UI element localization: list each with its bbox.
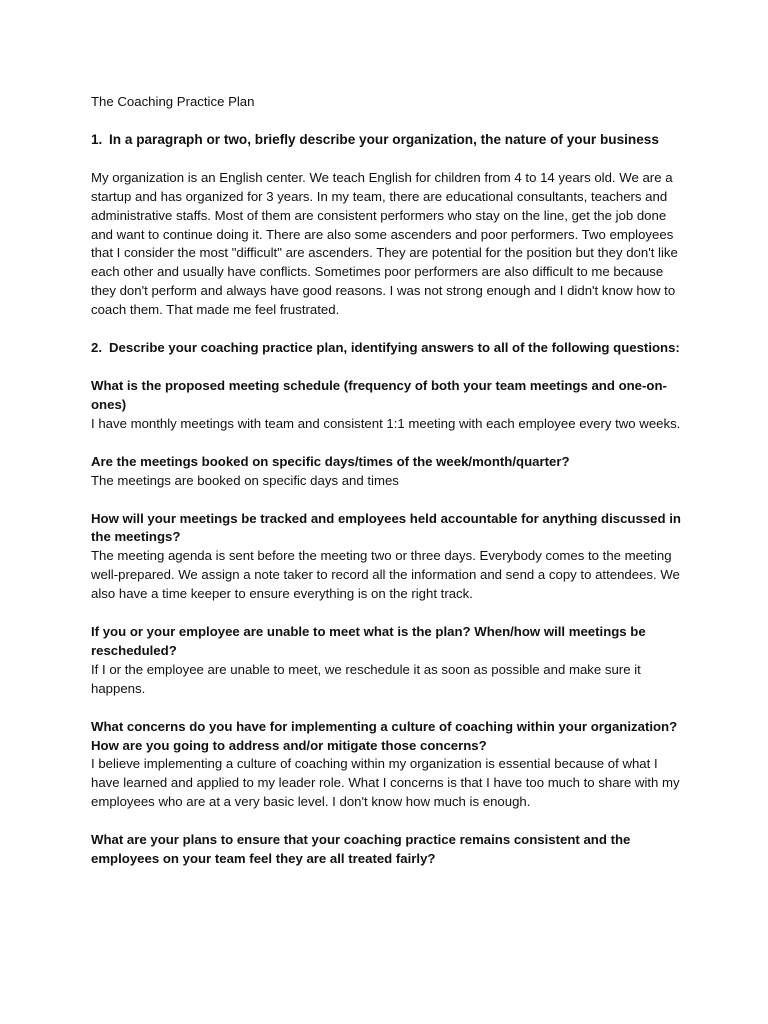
question-tracking: How will your meetings be tracked and employees held accountable for anything discussed in the meetings? [91, 510, 681, 545]
question-booked-days: Are the meetings booked on specific days/times of the week/month/quarter? [91, 453, 570, 469]
qa-block-booked-days [91, 453, 681, 491]
question-rescheduling: If you or your employee are unable to meet what is the plan? When/how will meetings be rescheduled? [91, 624, 646, 658]
section-2-heading-text: Describe your coaching practice plan, identifying answers to all of the following questions: [109, 340, 680, 356]
qa-block-meeting-schedule [91, 377, 681, 434]
qa-block-rescheduling [91, 623, 681, 699]
section-2-heading [91, 339, 681, 358]
answer-concerns: I believe implementing a culture of coaching within my organization is essential because of what I have learned and applied to my leader role. What I concerns is that I have too much to share with my employees who are at a very basic level. I don't know how much is enough. [91, 756, 680, 810]
section-1-number: 1. [91, 131, 103, 147]
answer-rescheduling: If I or the employee are unable to meet, we reschedule it as soon as possible and make sure it happens. [91, 661, 641, 696]
answer-meeting-schedule: I have monthly meetings with team and consistent 1:1 meeting with each employee every two weeks. [91, 415, 681, 431]
answer-booked-days: The meetings are booked on specific days and times [91, 472, 399, 488]
question-meeting-schedule: What is the proposed meeting schedule (frequency of both your team meetings and one-on-ones) [91, 377, 667, 412]
qa-block-tracking [91, 510, 681, 605]
section-1-body: My organization is an English center. We teach English for children from 4 to 14 years old. We are a startup and has organized for 3 years. In my team, there are educational consultants, teachers and administrative staffs. Most of them are consistent performers who stay on the line, get the job done and want to continue doing it. There are also some ascenders and poor performers. Two employees that I consider the most "difficult" are ascenders. They are potential for the position but they don't like each other and usually have conflicts. Sometimes poor performers are also difficult to me because they don't perform and always have good reasons. I was not strong enough and I didn't know how to coach them. That made me feel frustrated. [91, 169, 678, 318]
question-consistency: What are your plans to ensure that your coaching practice remains consistent and the employees on your team feel they are all treated fairly? [91, 832, 631, 867]
answer-tracking: The meeting agenda is sent before the meeting two or three days. Everybody comes to the meeting well-prepared. We assign a note taker to record all the information and send a copy to attendees. We also have a time keeper to ensure everything is on the right track. [91, 548, 680, 602]
section-1-heading [91, 131, 681, 150]
document-content [91, 93, 681, 888]
document-title: The Coaching Practice Plan [91, 94, 255, 109]
section-1-heading-text: In a paragraph or two, briefly describe your organization, the nature of your business [109, 131, 659, 147]
qa-block-concerns [91, 718, 681, 813]
question-concerns: What concerns do you have for implementing a culture of coaching within your organization? How are you going to address and/or mitigate those concerns? [91, 718, 678, 753]
qa-block-consistency [91, 831, 681, 869]
section-2-number: 2. [91, 340, 102, 356]
